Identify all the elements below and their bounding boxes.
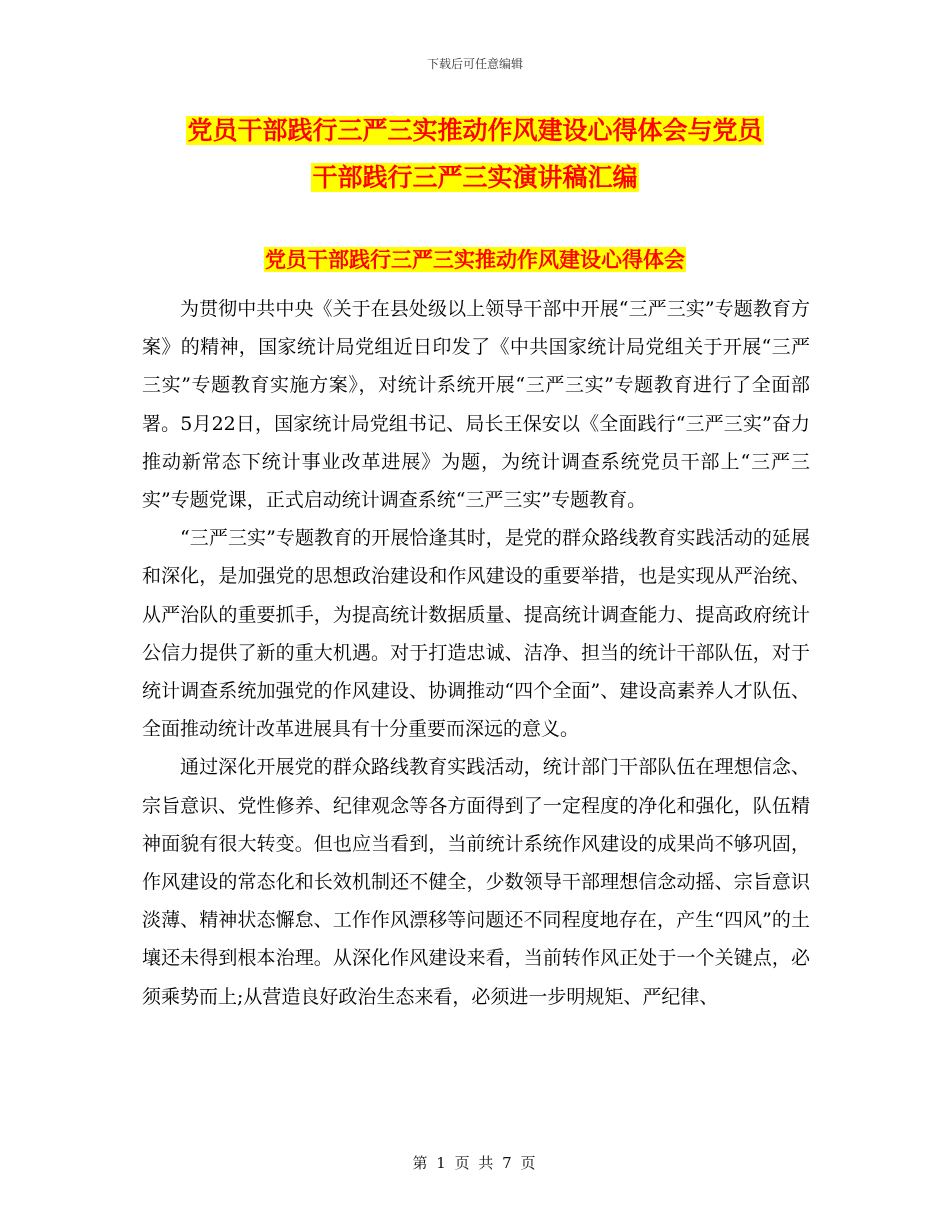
title-highlight: 干部践行三严三实演讲稿汇编	[312, 163, 638, 192]
paragraph-3: 通过深化开展党的群众路线教育实践活动，统计部门干部队伍在理想信念、宗旨意识、党性修养、纪律观念等各方面得到了一定程度的净化和强化，队伍精神面貌有很大转变。但也应当看到，当前统计系统作风建设的成果尚不够巩固，作风建设的常态化和长效机制还不健全，少数领导干部理想信念动摇、宗旨意识淡薄、精神状态懈怠、工作作风漂移等问题还不同程度地存在，产生“四风”的土壤还未得到根本治理。从深化作风建设来看，当前转作风正处于一个关键点，必须乘势而上;从营造良好政治生态来看，必须进一步明规矩、严纪律、	[142, 756, 810, 1008]
body-text	[142, 290, 810, 1016]
section-heading	[0, 244, 950, 276]
title-highlight: 党员干部践行三严三实推动作风建设心得体会与党员	[187, 116, 763, 145]
page-number-footer: 第 1 页 共 7 页	[412, 1154, 538, 1172]
document-title-line-2	[0, 158, 950, 198]
document-title-line-1	[0, 111, 950, 151]
header-note: 下载后可任意编辑	[426, 57, 523, 71]
paragraph-2: “三严三实”专题教育的开展恰逢其时，是党的群众路线教育实践活动的延展和深化，是加强党的思想政治建设和作风建设的重要举措，也是实现从严治统、从严治队的重要抓手，为提高统计数据质量、提高统计调查能力、提高政府统计公信力提供了新的重大机遇。对于打造忠诚、洁净、担当的统计干部队伍，对于统计调查系统加强党的作风建设、协调推动“四个全面”、建设高素养人才队伍、全面推动统计改革进展具有十分重要而深远的意义。	[142, 527, 810, 741]
section-heading-highlight: 党员干部践行三严三实推动作风建设心得体会	[265, 247, 685, 272]
paragraph-1: 为贯彻中共中央《关于在县处级以上领导干部中开展“三严三实”专题教育方案》的精神，国家统计局党组近日印发了《中共国家统计局党组关于开展“三严三实”专题教育实施方案》，对统计系统开展“三严三实”专题教育进行了全面部署。5月22日，国家统计局党组书记、局长王保安以《全面践行“三严三实”奋力推动新常态下统计事业改革进展》为题，为统计调查系统党员干部上“三严三实”专题党课，正式启动统计调查系统“三严三实”专题教育。	[142, 298, 810, 512]
